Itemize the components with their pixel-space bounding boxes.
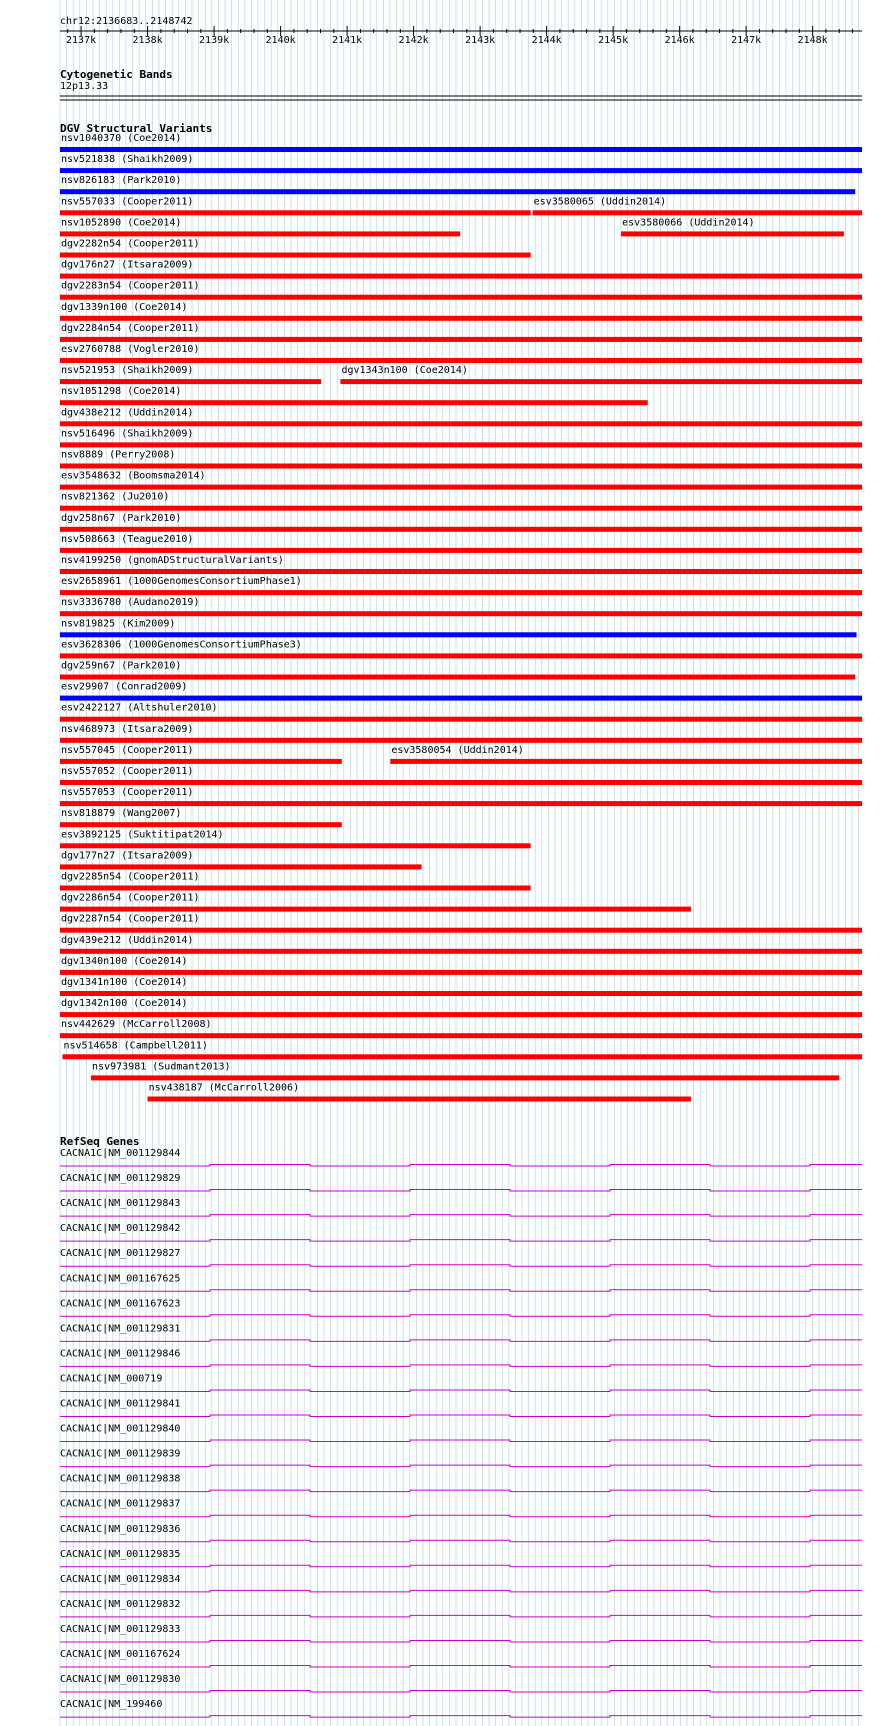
sv-loss-bar[interactable] [60, 928, 862, 933]
sv-label[interactable]: nsv973981 (Sudmant2013) [92, 1061, 231, 1073]
sv-label[interactable]: dgv1342n100 (Coe2014) [61, 998, 188, 1010]
gene-model-line[interactable] [60, 1340, 862, 1342]
sv-loss-bar[interactable] [60, 210, 531, 215]
sv-label[interactable]: dgv2283n54 (Cooper2011) [61, 280, 200, 292]
gene-model-line[interactable] [60, 1315, 862, 1317]
gene-model-line[interactable] [60, 1165, 862, 1167]
sv-gain-bar[interactable] [60, 147, 862, 152]
sv-gain-bar[interactable] [60, 696, 862, 701]
sv-label[interactable]: dgv1339n100 (Coe2014) [61, 301, 188, 313]
gene-label[interactable]: CACNA1C|NM_001129839 [60, 1448, 181, 1460]
gene-label[interactable]: CACNA1C|NM_001129836 [60, 1523, 181, 1535]
gene-model-line[interactable] [60, 1540, 862, 1542]
sv-label[interactable]: dgv439e212 (Uddin2014) [61, 934, 194, 946]
refseq-track-title: RefSeq Genes [60, 1135, 140, 1148]
gene-label[interactable]: CACNA1C|NM_001129840 [60, 1423, 181, 1435]
sv-label[interactable]: esv2658961 (1000GenomesConsortiumPhase1) [61, 576, 302, 588]
sv-label[interactable]: nsv818879 (Wang2007) [61, 808, 182, 820]
sv-label[interactable]: dgv259n67 (Park2010) [61, 660, 182, 672]
gene-label[interactable]: CACNA1C|NM_001129827 [60, 1248, 181, 1260]
ruler-tick-label: 2144k [531, 35, 562, 46]
dgv-features [60, 133, 862, 1102]
gene-model-line[interactable] [60, 1365, 862, 1367]
sv-loss-bar[interactable] [62, 1054, 862, 1059]
sv-label[interactable]: nsv508663 (Teague2010) [61, 533, 194, 545]
sv-label[interactable]: nsv514658 (Campbell2011) [63, 1040, 208, 1052]
sv-loss-bar[interactable] [60, 843, 531, 848]
sv-label[interactable]: dgv1341n100 (Coe2014) [61, 977, 188, 988]
sv-label[interactable]: dgv2282n54 (Cooper2011) [61, 238, 200, 250]
sv-label[interactable]: nsv442629 (McCarroll2008) [61, 1019, 212, 1031]
sv-label[interactable]: esv29907 (Conrad2009) [61, 681, 188, 693]
gene-label[interactable]: CACNA1C|NM_001129829 [60, 1173, 181, 1185]
ruler-tick-label: 2142k [398, 35, 429, 46]
sv-loss-bar[interactable] [621, 231, 844, 236]
sv-loss-bar[interactable] [60, 1033, 862, 1038]
cytoband-label: 12p13.33 [60, 81, 109, 92]
cytoband-track-title: Cytogenetic Bands [60, 68, 173, 81]
gene-label[interactable]: CACNA1C|NM_000719 [60, 1373, 163, 1385]
sv-label[interactable]: nsv819825 (Kim2009) [61, 618, 176, 630]
sv-label[interactable]: nsv1040370 (Coe2014) [61, 133, 182, 144]
ruler-tick-label: 2147k [731, 35, 762, 46]
gene-label[interactable]: CACNA1C|NM_001129842 [60, 1223, 181, 1235]
sv-label[interactable]: dgv1340n100 (Coe2014) [61, 955, 188, 967]
gene-model-line[interactable] [60, 1716, 862, 1718]
sv-loss-bar[interactable] [60, 907, 691, 912]
ruler-tick-label: 2139k [199, 35, 230, 46]
sv-loss-bar[interactable] [60, 485, 862, 490]
sv-label[interactable]: nsv468973 (Itsara2009) [61, 723, 194, 735]
gene-label[interactable]: CACNA1C|NM_001129830 [60, 1674, 181, 1686]
ruler-marks [60, 26, 862, 46]
gene-model-line[interactable] [60, 1215, 862, 1217]
sv-label[interactable]: nsv557053 (Cooper2011) [61, 787, 194, 799]
sv-loss-bar[interactable] [60, 421, 862, 426]
sv-loss-bar[interactable] [60, 295, 862, 300]
sv-label[interactable]: esv3580065 (Uddin2014) [533, 196, 667, 208]
sv-label[interactable]: nsv557052 (Cooper2011) [61, 766, 194, 777]
gene-model-line[interactable] [60, 1190, 862, 1192]
sv-loss-bar[interactable] [60, 464, 862, 469]
sv-loss-bar[interactable] [60, 949, 862, 954]
gene-model-line[interactable] [60, 1290, 862, 1292]
gene-model-line[interactable] [60, 1590, 862, 1592]
sv-loss-bar[interactable] [60, 548, 862, 553]
sv-loss-bar[interactable] [60, 864, 422, 869]
ruler-tick-label: 2143k [465, 35, 496, 46]
gene-model-line[interactable] [60, 1515, 862, 1517]
sv-loss-bar[interactable] [60, 337, 862, 342]
ruler-tick-label: 2148k [797, 35, 828, 46]
sv-loss-bar[interactable] [60, 316, 862, 321]
sv-label[interactable]: dgv2284n54 (Cooper2011) [61, 322, 200, 334]
sv-label[interactable]: nsv557033 (Cooper2011) [61, 196, 194, 208]
gene-label[interactable]: CACNA1C|NM_001129843 [60, 1198, 181, 1210]
sv-loss-bar[interactable] [60, 653, 862, 658]
sv-label[interactable]: dgv2286n54 (Cooper2011) [61, 892, 200, 904]
sv-label[interactable]: nsv821362 (Ju2010) [61, 491, 170, 503]
sv-loss-bar[interactable] [60, 506, 862, 511]
gene-model-line[interactable] [60, 1390, 862, 1392]
gene-model-line[interactable] [60, 1440, 862, 1442]
sv-loss-bar[interactable] [60, 358, 862, 363]
dgv-track [60, 122, 862, 1102]
sv-gain-bar[interactable] [60, 168, 862, 173]
sv-label[interactable]: nsv4199250 (gnomADStructuralVariants) [61, 555, 284, 566]
gene-label[interactable]: CACNA1C|NM_001129838 [60, 1473, 181, 1485]
sv-loss-bar[interactable] [60, 527, 862, 532]
dgv-track-title: DGV Structural Variants [60, 122, 213, 135]
gene-model-line[interactable] [60, 1265, 862, 1267]
sv-label[interactable]: nsv3336780 (Audano2019) [61, 597, 200, 609]
gene-label[interactable]: CACNA1C|NM_001129832 [60, 1598, 181, 1610]
sv-label[interactable]: esv2760788 (Vogler2010) [61, 344, 200, 355]
sv-loss-bar[interactable] [60, 970, 862, 975]
sv-gain-bar[interactable] [60, 632, 857, 637]
gene-label[interactable]: CACNA1C|NM_001129834 [60, 1573, 181, 1585]
sv-label[interactable]: dgv2285n54 (Cooper2011) [61, 871, 200, 883]
sv-loss-bar[interactable] [148, 1097, 691, 1102]
sv-loss-bar[interactable] [60, 1012, 862, 1017]
sv-label[interactable]: esv3580066 (Uddin2014) [622, 217, 755, 229]
sv-label[interactable]: nsv1051298 (Coe2014) [61, 386, 182, 398]
sv-loss-bar[interactable] [60, 717, 862, 722]
gene-label[interactable]: CACNA1C|NM_001129846 [60, 1348, 181, 1360]
gene-label[interactable]: CACNA1C|NM_001129844 [60, 1148, 181, 1159]
sv-loss-bar[interactable] [533, 210, 862, 215]
sv-loss-bar[interactable] [390, 759, 862, 764]
sv-loss-bar[interactable] [60, 886, 531, 891]
gene-label[interactable]: CACNA1C|NM_001129833 [60, 1623, 181, 1635]
sv-loss-bar[interactable] [60, 231, 460, 236]
gene-model-line[interactable] [60, 1465, 862, 1467]
sv-label[interactable]: esv3580054 (Uddin2014) [391, 744, 524, 756]
sv-loss-bar[interactable] [60, 274, 862, 279]
sv-loss-bar[interactable] [91, 1075, 839, 1080]
sv-loss-bar[interactable] [60, 801, 862, 806]
sv-label[interactable]: nsv557045 (Cooper2011) [61, 744, 194, 756]
sv-label[interactable]: dgv176n27 (Itsara2009) [61, 259, 194, 271]
cytoband-track [60, 68, 862, 100]
ruler-tick-label: 2141k [332, 35, 363, 46]
sv-loss-bar[interactable] [60, 780, 862, 785]
gene-model-line[interactable] [60, 1240, 862, 1242]
sv-loss-bar[interactable] [60, 400, 648, 405]
gene-model-line[interactable] [60, 1640, 862, 1642]
sv-label[interactable]: esv2422127 (Altshuler2010) [61, 702, 218, 714]
sv-label[interactable]: nsv521838 (Shaikh2009) [61, 154, 194, 166]
sv-label[interactable]: dgv2287n54 (Cooper2011) [61, 913, 200, 925]
sv-label[interactable]: nsv8889 (Perry2008) [61, 449, 176, 461]
sv-loss-bar[interactable] [60, 253, 531, 258]
sv-loss-bar[interactable] [60, 822, 342, 827]
ruler-tick-label: 2145k [598, 35, 629, 46]
gene-label[interactable]: CACNA1C|NM_001167624 [60, 1649, 181, 1660]
sv-label[interactable]: dgv177n27 (Itsara2009) [61, 850, 194, 862]
sv-loss-bar[interactable] [60, 590, 862, 595]
sv-label[interactable]: nsv826183 (Park2010) [61, 175, 182, 187]
gene-model-line[interactable] [60, 1615, 862, 1617]
sv-loss-bar[interactable] [60, 442, 862, 447]
ruler-tick-label: 2138k [132, 35, 163, 46]
refseq-features [60, 1148, 862, 1717]
gene-label[interactable]: CACNA1C|NM_199460 [60, 1699, 163, 1711]
gene-label[interactable]: CACNA1C|NM_001129837 [60, 1498, 181, 1510]
sv-label[interactable]: dgv1343n100 (Coe2014) [341, 365, 468, 377]
sv-gain-bar[interactable] [60, 189, 855, 194]
gene-model-line[interactable] [60, 1666, 862, 1668]
sv-loss-bar[interactable] [60, 675, 855, 680]
sv-loss-bar[interactable] [60, 738, 862, 743]
sv-label[interactable]: nsv516496 (Shaikh2009) [61, 428, 194, 440]
sv-loss-bar[interactable] [60, 569, 862, 574]
sv-label[interactable]: esv3892125 (Suktitipat2014) [61, 829, 224, 841]
sv-label[interactable]: nsv438187 (McCarroll2006) [148, 1082, 300, 1094]
gene-label[interactable]: CACNA1C|NM_001129831 [60, 1323, 181, 1335]
refseq-track [60, 1135, 862, 1717]
sv-loss-bar[interactable] [60, 611, 862, 616]
gene-model-line[interactable] [60, 1691, 862, 1693]
gene-model-line[interactable] [60, 1415, 862, 1417]
sv-label[interactable]: nsv1052890 (Coe2014) [61, 217, 182, 229]
gene-model-line[interactable] [60, 1490, 862, 1492]
ruler-tick-label: 2137k [66, 35, 97, 46]
sv-label[interactable]: esv3548632 (Boomsma2014) [61, 470, 206, 482]
gene-label[interactable]: CACNA1C|NM_001129835 [60, 1548, 181, 1560]
ruler-track [60, 16, 862, 46]
sv-label[interactable]: nsv521953 (Shaikh2009) [61, 365, 194, 377]
gene-label[interactable]: CACNA1C|NM_001167623 [60, 1298, 181, 1310]
gene-label[interactable]: CACNA1C|NM_001129841 [60, 1398, 181, 1410]
gene-model-line[interactable] [60, 1565, 862, 1567]
sv-loss-bar[interactable] [60, 379, 321, 384]
sv-label[interactable]: dgv438e212 (Uddin2014) [61, 407, 194, 419]
ruler-tick-label: 2146k [664, 35, 695, 46]
gene-label[interactable]: CACNA1C|NM_001167625 [60, 1273, 181, 1285]
sv-loss-bar[interactable] [60, 991, 862, 996]
sv-label[interactable]: esv3628306 (1000GenomesConsortiumPhase3) [61, 639, 302, 651]
ruler-tick-label: 2140k [265, 35, 296, 46]
sv-label[interactable]: dgv258n67 (Park2010) [61, 512, 182, 524]
region-label: chr12:2136683..2148742 [60, 16, 193, 27]
sv-loss-bar[interactable] [340, 379, 862, 384]
sv-loss-bar[interactable] [60, 759, 342, 764]
